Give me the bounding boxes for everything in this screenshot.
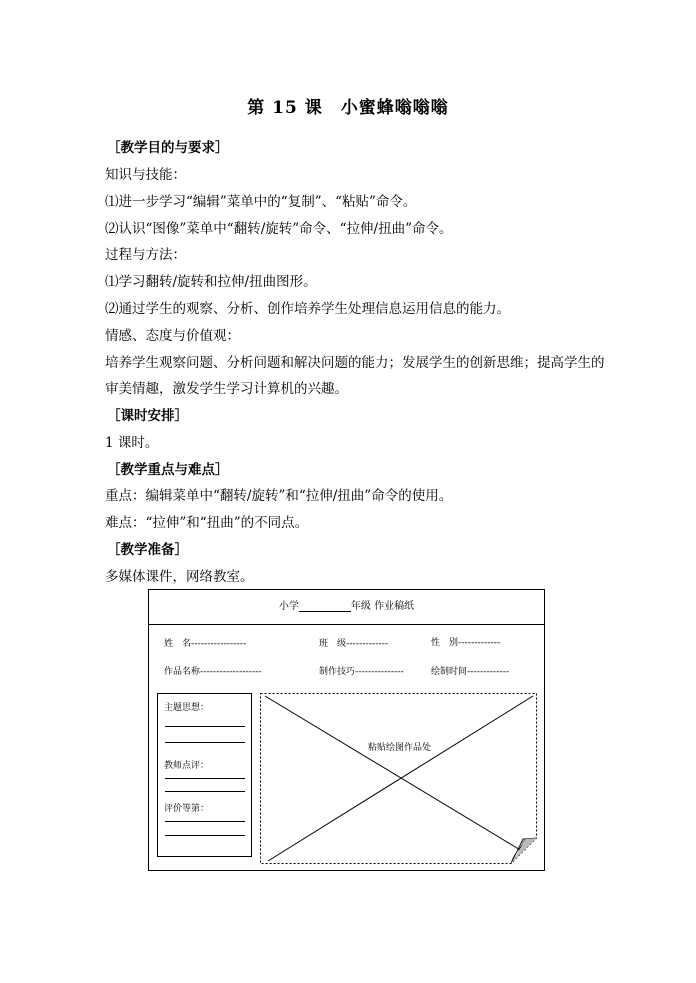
field-class: 班 级-------------: [319, 639, 389, 649]
text-line: ⑵通过学生的观察、分析、创作培养学生处理信息运用信息的能力。: [105, 301, 510, 317]
section-heading-schedule: ［课时安排］: [107, 408, 188, 424]
comment-box: [157, 693, 252, 857]
rule-line: [165, 835, 245, 836]
cross-line: [268, 696, 533, 861]
theme-label: 主题思想：: [164, 703, 210, 713]
rule-line: [165, 821, 245, 822]
field-work-name: 作品名称-------------------: [164, 667, 262, 677]
text-line: ⑵认识“图像”菜单中“翻转/旋转”命令、“拉伸/扭曲”命令。: [105, 221, 453, 237]
header-suffix: 年级 作业稿纸: [350, 601, 415, 612]
page-title: 第 15 课 小蜜蜂嗡嗡嗡: [247, 98, 449, 118]
field-draw-time: 绘制时间-------------: [431, 667, 510, 677]
text-line: 情感、态度与价值观：: [105, 328, 240, 344]
field-name: 姓 名-----------------: [164, 639, 247, 649]
teacher-comment-label: 教师点评：: [164, 761, 210, 771]
header-prefix: 小学: [278, 601, 299, 612]
cross-line: [265, 696, 522, 851]
section-heading-preparation: ［教学准备］: [107, 542, 188, 558]
text-line: 培养学生观察问题、分析问题和解决问题的能力；发展学生的创新思维；提高学生的: [105, 355, 605, 371]
rule-line: [165, 742, 245, 743]
paste-frame: [261, 694, 537, 864]
rule-line: [165, 791, 245, 792]
text-line: ⑴学习翻转/旋转和拉伸/扭曲图形。: [105, 274, 317, 290]
text-line: 审美情趣，激发学生学习计算机的兴趣。: [105, 381, 348, 397]
section-heading-keypoints: ［教学重点与难点］: [107, 462, 229, 478]
paste-area-drawing: [260, 693, 537, 864]
paste-area: [260, 693, 537, 864]
text-line: 重点：编辑菜单中“翻转/旋转”和“拉伸/扭曲”命令的使用。: [105, 488, 453, 504]
worksheet-figure: [148, 589, 545, 871]
grade-label: 评价等第：: [164, 804, 210, 814]
grade-blank: [299, 601, 351, 612]
section-heading-objectives: ［教学目的与要求］: [107, 140, 229, 156]
text-line: 多媒体课件，网络教室。: [105, 569, 254, 585]
text-line: ⑴进一步学习“编辑”菜单中的“复制”、“粘贴”命令。: [105, 194, 417, 210]
field-gender: 性 别-------------: [431, 638, 501, 648]
text-line: 过程与方法：: [105, 247, 186, 263]
worksheet-header: [149, 590, 544, 625]
paste-area-label: 粘贴绘图作品处: [368, 740, 431, 753]
field-technique: 制作技巧---------------: [319, 667, 404, 677]
rule-line: [165, 726, 245, 727]
text-line: 知识与技能：: [105, 167, 186, 183]
rule-line: [165, 778, 245, 779]
text-line: 1 课时。: [105, 435, 159, 451]
text-line: 难点：“拉伸”和“扭曲”的不同点。: [105, 515, 309, 531]
